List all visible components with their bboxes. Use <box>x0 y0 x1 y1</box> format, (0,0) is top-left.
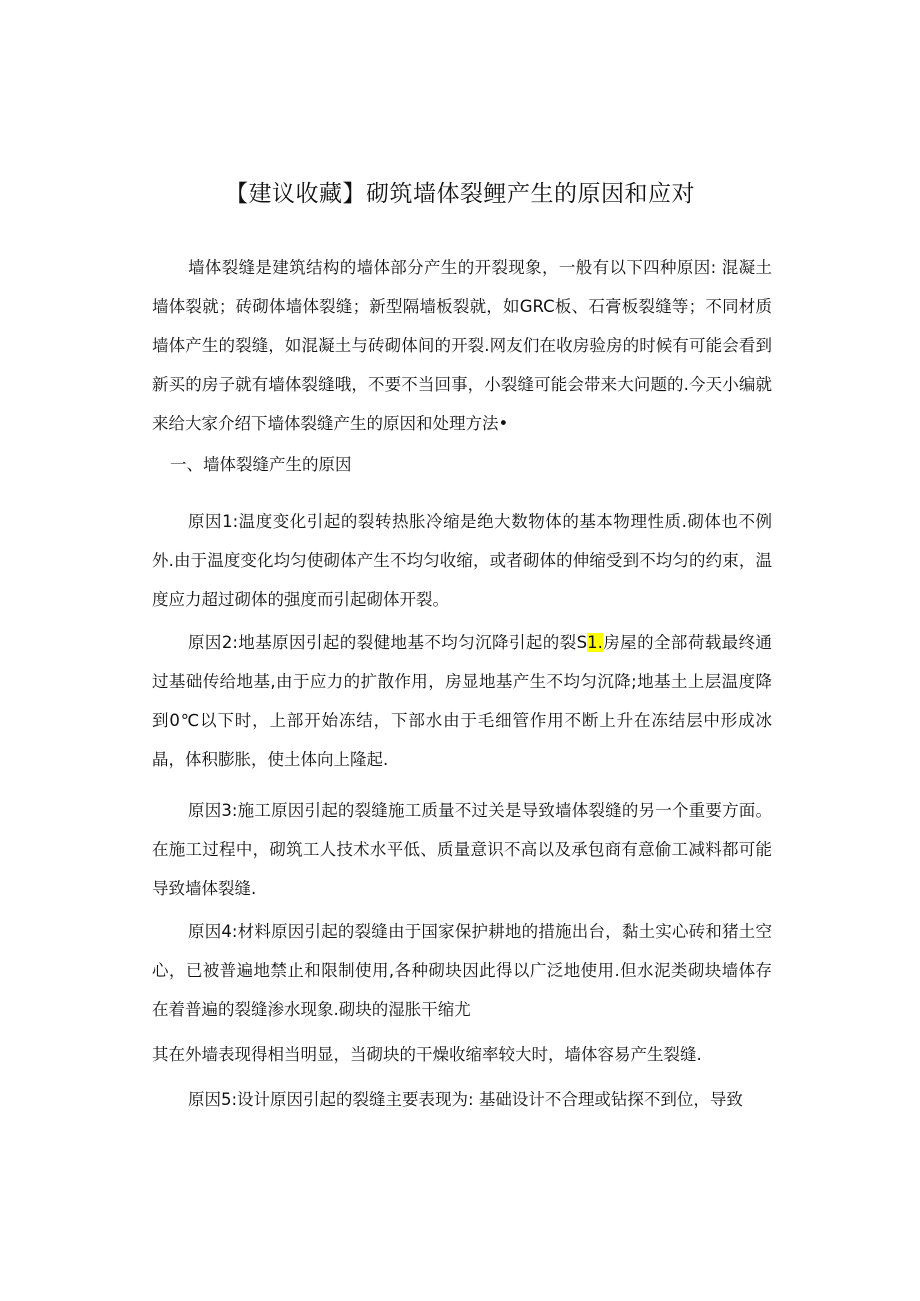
cause-4-continuation: 其在外墙表现得相当明显，当砌块的干燥收缩率较大时，墙体容易产生裂缝. <box>152 1045 702 1064</box>
cause-4-paragraph: 原因4:材料原因引起的裂缝由于国家保护耕地的措施出台，黏土实心砖和猪土空心，已被普遍地禁止和限制使用,各种砌块因此得以广泛地使用.但水泥类砌块墙体存在着普遍的裂缝渗水现象.砌块的湿胀干缩尤 <box>152 922 772 1019</box>
section-heading: 一、墙体裂缝产生的原因 <box>170 455 352 474</box>
cause-1-paragraph: 原因1:温度变化引起的裂转热胀冷缩是绝大数物体的基本物理性质.砌体也不例外.由于温度变化均匀使砌体产生不均匀收缩，或者砌体的伸缩受到不均匀的约束，温度应力超过砌体的强度而引起砌体开裂。 <box>152 512 772 609</box>
highlighted-text: 1. <box>587 633 603 652</box>
intro-paragraph: 墙体裂缝是建筑结构的墙体部分产生的开裂现象，一般有以下四种原因: 混凝土墙体裂就；砖砌体墙体裂缝；新型隔墙板裂就，如GRC板、石膏板裂缝等；不同材质墙体产生的裂缝，如混凝土与砖砌体间的开裂.网友们在收房验房的时候有可能会看到新买的房子就有墙体裂缝哦，不要不当回事，小裂缝可能会带来大问题的.今天小编就来给大家介绍下墙体裂缝产生的原因和处理方法• <box>152 258 772 433</box>
cause-5-paragraph: 原因5:设计原因引起的裂缝主要表现为: 基础设计不合理或钻探不到位，导致 <box>188 1090 743 1109</box>
cause-2-text-end: 房屋的全部荷载最终通过基础传给地基,由于应力的扩散作用，房显地基产生不均匀沉降;地基土上层温度降到0℃以下时，上部开始冻结，下部水由于毛细管作用不断上升在冻结层中形成冰晶，体积膨胀，使土体向上隆起. <box>152 633 773 769</box>
cause-2-paragraph <box>152 623 772 779</box>
page-title: 【建议收藏】砌筑墙体裂鲤产生的原因和应对 <box>225 181 695 207</box>
cause-3-paragraph: 原因3:施工原因引起的裂缝施工质量不过关是导致墙体裂缝的另一个重要方面。在施工过程中，砌筑工人技术水平低、质量意识不高以及承包商有意偷工减料都可能导致墙体裂缝. <box>152 801 772 898</box>
cause-2-text-start: 原因2:地基原因引起的裂健地基不均匀沉降引起的裂S <box>188 633 588 652</box>
